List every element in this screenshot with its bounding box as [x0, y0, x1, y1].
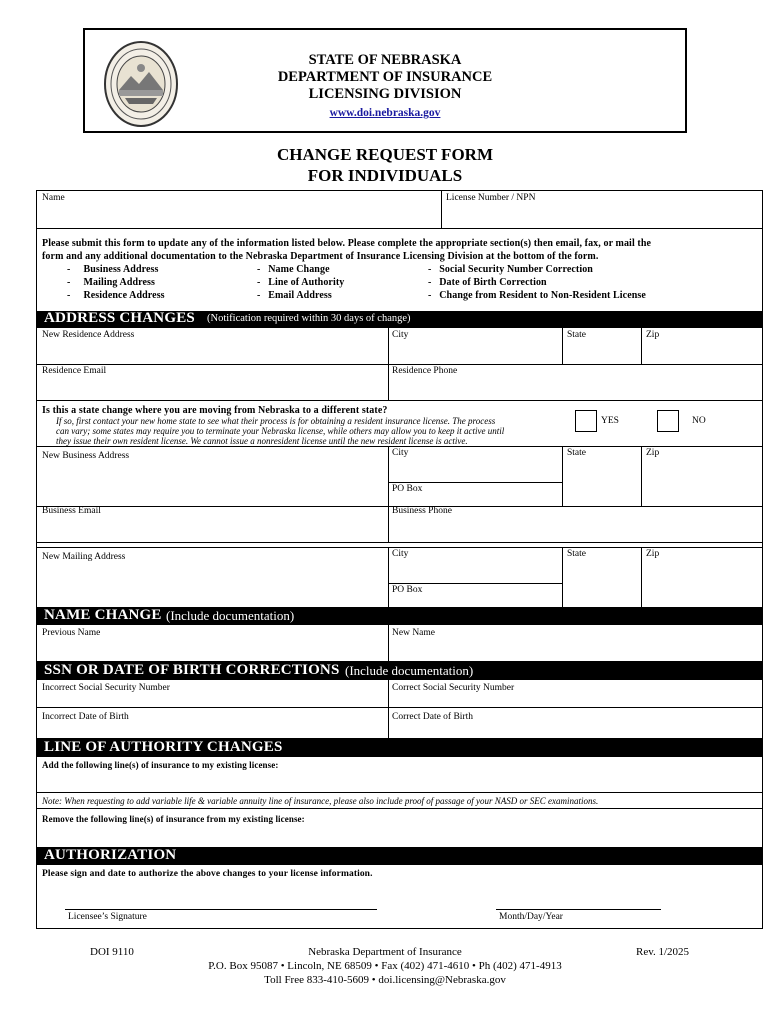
no-checkbox[interactable]	[657, 410, 679, 432]
mailing-state-label: State	[567, 549, 586, 559]
incorrect-ssn-field[interactable]	[37, 695, 387, 706]
loa-title: LINE OF AUTHORITY CHANGES	[44, 739, 283, 755]
license-number-label: License Number / NPN	[446, 193, 536, 203]
correct-ssn-field[interactable]	[389, 695, 762, 706]
footer-department: Nebraska Department of Insurance	[308, 946, 462, 958]
agency-department: DEPARTMENT OF INSURANCE	[277, 69, 493, 85]
loa-remove-field[interactable]	[37, 825, 762, 845]
address-changes-header	[37, 311, 762, 328]
no-label: NO	[692, 416, 706, 426]
residence-phone-field[interactable]	[389, 378, 762, 399]
authorization-title: AUTHORIZATION	[44, 847, 177, 863]
business-po-box-field[interactable]	[389, 495, 561, 505]
state-change-note-1: If so, first contact your new home state to see what their process is for obtaining a resident insurance license. The process	[56, 416, 496, 426]
loa-note: Note: When requesting to add variable life & variable annuity line of insurance, please also include proof of passage of your NASD or SEC examinations.	[42, 796, 599, 806]
revision-date: Rev. 1/2025	[636, 946, 690, 958]
previous-name-label: Previous Name	[42, 628, 101, 638]
incorrect-dob-label: Incorrect Date of Birth	[42, 712, 129, 722]
business-phone-label: Business Phone	[392, 506, 452, 516]
ssn-dob-title: SSN OR DATE OF BIRTH CORRECTIONS	[44, 662, 340, 678]
state-change-question: Is this a state change where you are moving from Nebraska to a different state?	[42, 405, 388, 416]
form-subtitle: FOR INDIVIDUALS	[307, 166, 463, 185]
mailing-po-box-field[interactable]	[389, 596, 561, 606]
business-email-field[interactable]	[37, 518, 387, 541]
item-residence-address: Residence Address	[83, 290, 165, 301]
instructions-line-2: form and any additional documentation to the Nebraska Department of Insurance Licensing Division at the bottom of the form.	[42, 251, 599, 262]
loa-remove-label: Remove the following line(s) of insurance from my existing license:	[42, 814, 305, 824]
date-field[interactable]	[496, 885, 661, 908]
address-changes-subtitle: (Notification required within 30 days of change)	[207, 313, 411, 324]
correct-dob-field[interactable]	[389, 724, 762, 737]
license-number-field[interactable]	[442, 206, 762, 227]
authorization-text: Please sign and date to authorize the above changes to your license information.	[42, 869, 373, 879]
item-name-change: Name Change	[268, 264, 330, 275]
previous-name-field[interactable]	[37, 640, 387, 660]
date-label: Month/Day/Year	[499, 912, 563, 922]
mailing-city-label: City	[392, 549, 409, 559]
item-ssn-correction: Social Security Number Correction	[439, 264, 593, 275]
residence-city-label: City	[392, 330, 409, 340]
new-business-address-field[interactable]	[37, 463, 387, 505]
item-business-address: Business Address	[83, 264, 159, 275]
business-state-label: State	[567, 448, 586, 458]
residence-zip-label: Zip	[646, 330, 660, 340]
name-label: Name	[42, 193, 65, 203]
item-mailing-address: Mailing Address	[83, 277, 156, 288]
new-mailing-address-field[interactable]	[37, 564, 387, 606]
name-change-title: NAME CHANGE	[44, 607, 162, 623]
yes-label: YES	[601, 416, 619, 426]
new-mailing-address-label: New Mailing Address	[42, 552, 126, 562]
footer-contact: Toll Free 833-410-5609 • doi.licensing@Nebraska.gov	[264, 974, 506, 986]
state-change-note-2: can vary; some states may require you to terminate your Nebraska license, while others may allow you to keep it active until	[56, 426, 505, 436]
mailing-city-field[interactable]	[389, 561, 561, 582]
new-name-field[interactable]	[389, 640, 762, 660]
authorization-header	[37, 847, 762, 865]
new-residence-address-field[interactable]	[37, 342, 387, 363]
mailing-state-field[interactable]	[563, 561, 640, 606]
footer-address: P.O. Box 95087 • Lincoln, NE 68509 • Fax (402) 471-4610 • Ph (402) 471-4913	[208, 960, 562, 972]
new-name-label: New Name	[392, 628, 435, 638]
residence-phone-label: Residence Phone	[392, 366, 458, 376]
instructions-line-1: Please submit this form to update any of the information listed below. Please complete the appropriate section(s) then email, fax, or mail the	[42, 238, 652, 249]
residence-zip-field[interactable]	[642, 342, 762, 363]
business-phone-field[interactable]	[389, 518, 762, 541]
signature-label: Licensee’s Signature	[68, 912, 147, 922]
item-dob-correction: Date of Birth Correction	[436, 277, 547, 288]
mailing-zip-field[interactable]	[642, 561, 762, 606]
business-po-box-label: PO Box	[392, 484, 423, 494]
form-number: DOI 9110	[90, 946, 134, 958]
residence-state-label: State	[567, 330, 586, 340]
form-title: CHANGE REQUEST FORM	[277, 145, 493, 164]
business-zip-field[interactable]	[642, 460, 762, 505]
name-change-subtitle: (Include documentation)	[166, 608, 295, 623]
business-zip-label: Zip	[646, 448, 660, 458]
loa-add-field[interactable]	[37, 771, 762, 791]
correct-ssn-label: Correct Social Security Number	[392, 683, 515, 693]
residence-city-field[interactable]	[389, 342, 561, 363]
signature-field[interactable]	[65, 885, 377, 908]
item-resident-to-nonresident: Change from Resident to Non-Resident License	[439, 290, 646, 301]
loa-add-label: Add the following line(s) of insurance to my existing license:	[42, 760, 279, 770]
correct-dob-label: Correct Date of Birth	[392, 712, 473, 722]
business-email-label: Business Email	[42, 506, 101, 516]
loa-header	[37, 739, 762, 757]
incorrect-dob-field[interactable]	[37, 724, 387, 737]
address-changes-title: ADDRESS CHANGES	[44, 310, 195, 326]
new-business-address-label: New Business Address	[42, 451, 130, 461]
item-line-of-authority: Line of Authority	[268, 277, 345, 288]
mailing-po-box-label: PO Box	[392, 585, 423, 595]
mailing-zip-label: Zip	[646, 549, 660, 559]
name-field[interactable]	[37, 206, 440, 227]
residence-state-field[interactable]	[563, 342, 640, 363]
new-residence-address-label: New Residence Address	[42, 330, 135, 340]
incorrect-ssn-label: Incorrect Social Security Number	[42, 683, 170, 693]
ssn-dob-subtitle: (Include documentation)	[345, 663, 474, 678]
agency-state: STATE OF NEBRASKA	[308, 52, 462, 68]
agency-website-link[interactable]: www.doi.nebraska.gov	[329, 107, 441, 119]
state-change-note-3: they issue their own resident license. We cannot issue a nonresident license until the new resident license is active.	[56, 436, 468, 446]
residence-email-field[interactable]	[37, 378, 387, 399]
business-state-field[interactable]	[563, 460, 640, 505]
state-seal-icon	[103, 40, 179, 128]
name-change-header	[37, 607, 762, 625]
agency-division: LICENSING DIVISION	[308, 86, 462, 102]
business-city-label: City	[392, 448, 409, 458]
item-email-address: Email Address	[268, 290, 332, 301]
residence-email-label: Residence Email	[42, 366, 107, 376]
yes-checkbox[interactable]	[575, 410, 597, 432]
ssn-dob-header	[37, 662, 762, 680]
business-city-field[interactable]	[389, 460, 561, 481]
